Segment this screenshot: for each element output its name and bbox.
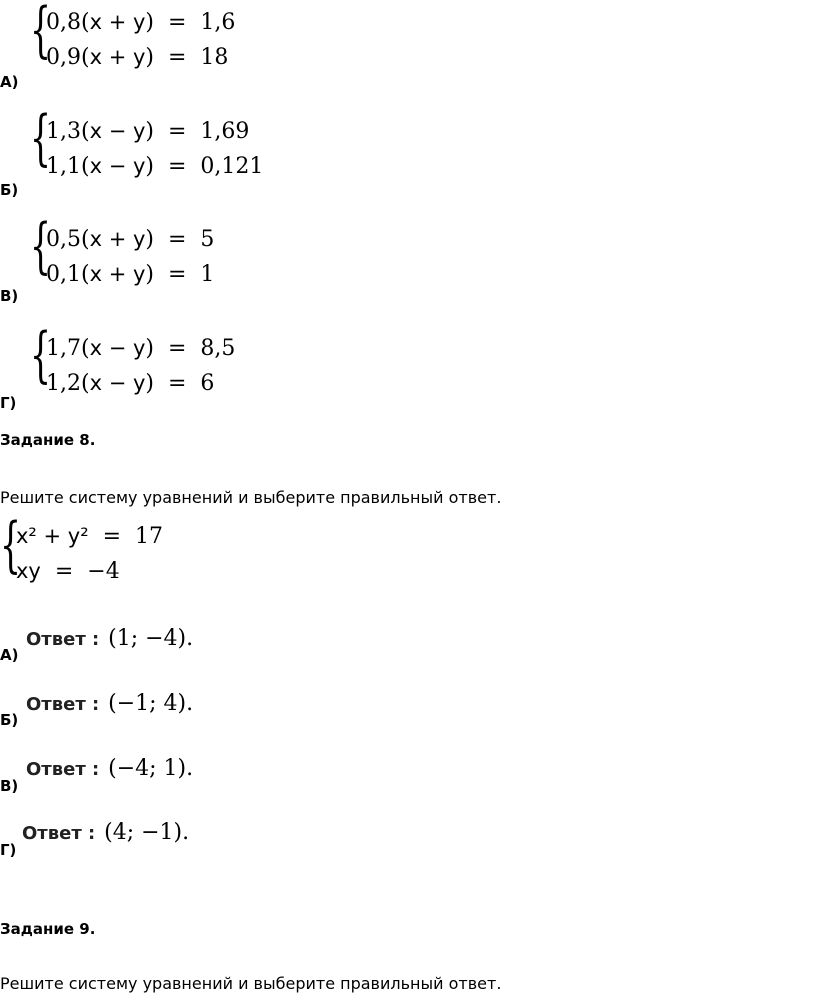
equation-line: 0,5(x + y) = 5 [46, 227, 215, 252]
system-brace: { [30, 211, 52, 281]
answer-option[interactable]: Ответ : (4; −1). [22, 820, 190, 845]
task-prompt: Решите систему уравнений и выберите правильный ответ. [0, 488, 502, 507]
option-letter: В) [0, 777, 19, 795]
answer-option[interactable]: Ответ : (1; −4). [26, 626, 194, 651]
equation-line: 1,3(x − y) = 1,69 [46, 119, 250, 144]
equation-line: 1,1(x − y) = 0,121 [46, 154, 264, 179]
task-heading: Задание 8. [0, 431, 96, 449]
system-brace: { [30, 103, 52, 173]
system-brace: { [30, 0, 52, 65]
equation-line: 1,2(x − y) = 6 [46, 371, 215, 396]
task-prompt: Решите систему уравнений и выберите правильный ответ. [0, 974, 502, 993]
option-letter: Г) [0, 394, 17, 412]
option-letter: Б) [0, 711, 19, 729]
task-heading: Задание 9. [0, 920, 96, 938]
option-letter: В) [0, 287, 19, 305]
option-letter: Б) [0, 181, 19, 199]
equation-line: 0,9(x + y) = 18 [46, 45, 229, 70]
answer-option[interactable]: Ответ : (−4; 1). [26, 756, 194, 781]
answer-option[interactable]: Ответ : (−1; 4). [26, 691, 194, 716]
equation-line: 1,7(x − y) = 8,5 [46, 336, 236, 361]
option-letter: А) [0, 646, 19, 664]
equation-line: 0,1(x + y) = 1 [46, 262, 215, 287]
option-letter: А) [0, 73, 19, 91]
system-brace: { [0, 510, 22, 580]
equation-line: xy = −4 [16, 559, 120, 584]
option-letter: Г) [0, 841, 17, 859]
equation-line: 0,8(x + y) = 1,6 [46, 10, 236, 35]
equation-line: x² + y² = 17 [16, 524, 164, 549]
system-brace: { [30, 320, 52, 390]
